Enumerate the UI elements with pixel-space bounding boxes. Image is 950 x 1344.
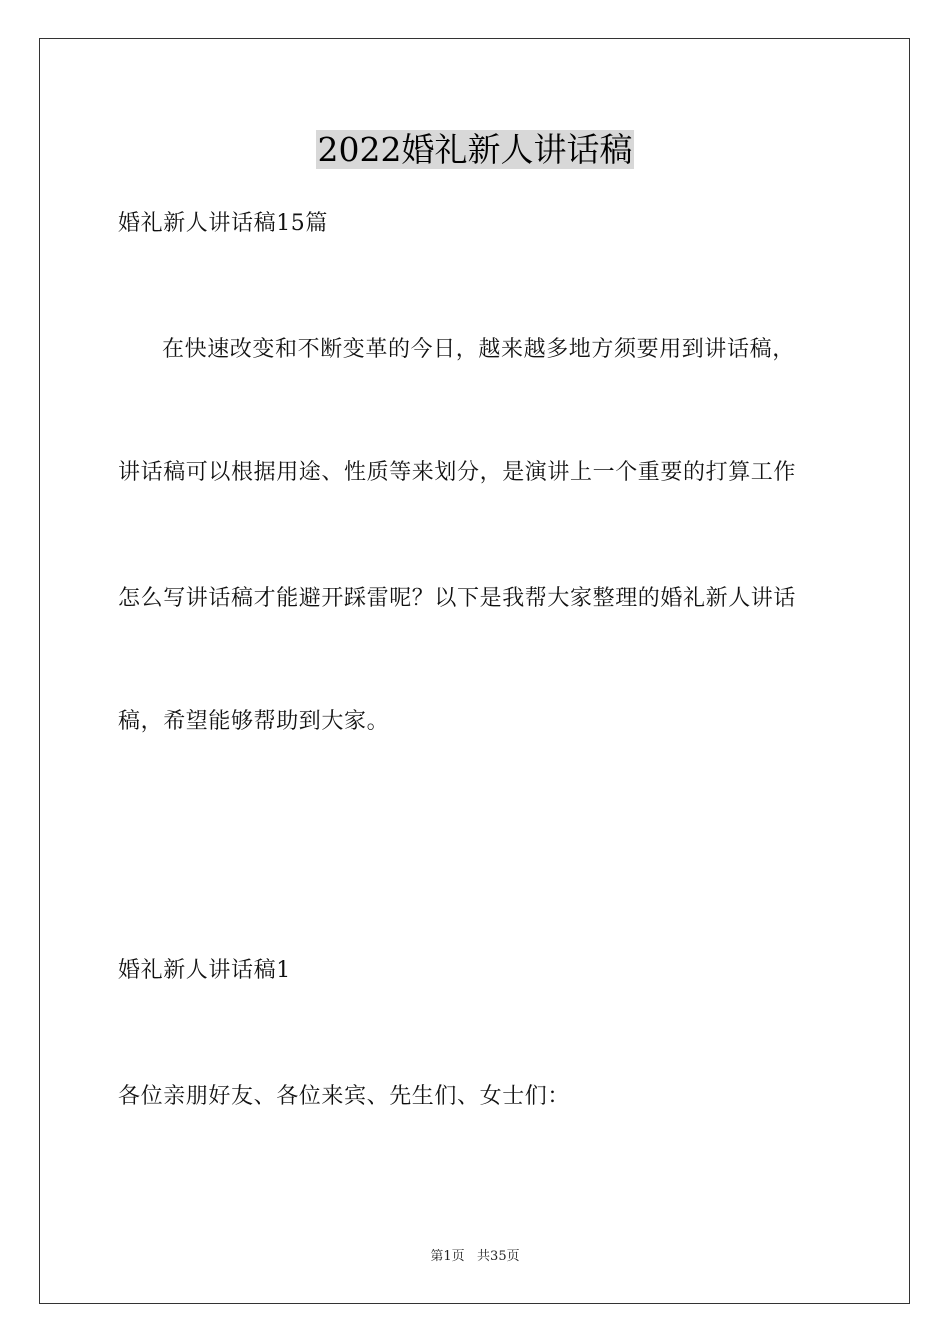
intro-line-3: 怎么写讲话稿才能避开踩雷呢？以下是我帮大家整理的婚礼新人讲话 [118, 586, 797, 611]
document-subtitle: 婚礼新人讲话稿15篇 [118, 211, 328, 236]
intro-line-4: 稿，希望能够帮助到大家。 [118, 709, 390, 734]
document-title [0, 128, 950, 172]
section-heading: 婚礼新人讲话稿1 [118, 958, 291, 983]
document-title-text: 2022婚礼新人讲话稿 [317, 130, 633, 169]
greeting-line: 各位亲朋好友、各位来宾、先生们、女士们： [118, 1084, 571, 1109]
intro-line-1: 在快速改变和不断变革的今日，越来越多地方须要用到讲话稿， [162, 337, 795, 362]
intro-line-2: 讲话稿可以根据用途、性质等来划分，是演讲上一个重要的打算工作 [118, 460, 797, 485]
page-footer: 第1页 共35页 [430, 1249, 520, 1264]
